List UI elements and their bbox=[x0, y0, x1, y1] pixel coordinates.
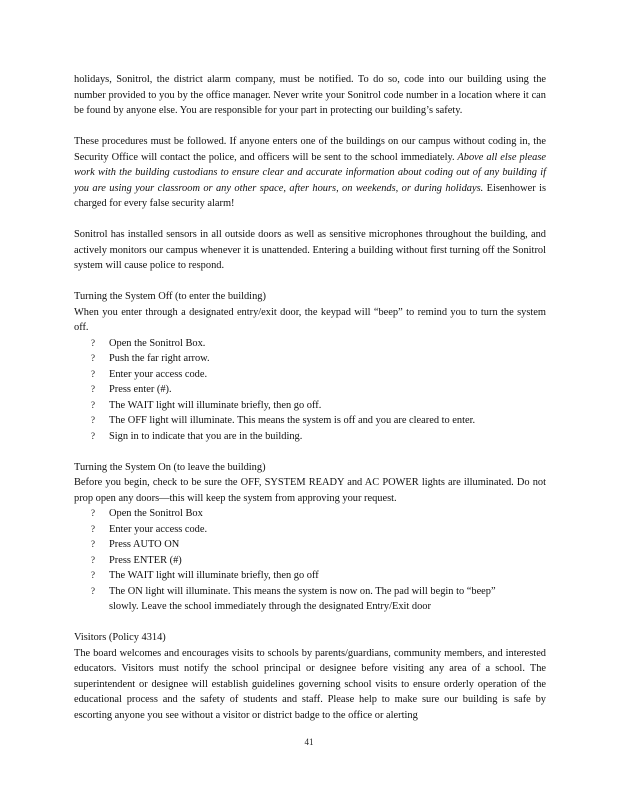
procedures-text: These procedures must be followed. If anyone enters one of the buildings on our campus without coding in, the Security Office will contact the police, and officers will be sent to the school immediately. bbox=[74, 136, 546, 163]
bullet-icon: ? bbox=[91, 570, 95, 580]
bullet-icon: ? bbox=[91, 430, 95, 441]
bullet-icon: ? bbox=[91, 585, 95, 596]
list-item: ? Enter your access code. bbox=[74, 522, 546, 538]
document-page bbox=[74, 72, 546, 723]
list-item: ? Press ENTER (#) bbox=[74, 553, 546, 569]
paragraph-procedures bbox=[74, 134, 546, 212]
list-item: ? Open the Sonitrol Box. bbox=[74, 336, 546, 352]
list-item: ? Press enter (#). bbox=[74, 382, 546, 398]
bullet-icon: ? bbox=[91, 508, 95, 518]
false-alarm-text: Eisenhower is charged for every false security alarm! bbox=[74, 182, 546, 209]
bullet-icon: ? bbox=[91, 368, 95, 379]
bullet-icon: ? bbox=[91, 399, 95, 410]
bullet-icon: ? bbox=[91, 554, 95, 565]
list-item: ? The OFF light will illuminate. This means the system is off and you are cleared to enter. bbox=[74, 413, 546, 429]
list-item: ? The ON light will illuminate. This means the system is now on. The pad will begin to “beep” slowly. Leave the school immediately through the designated Entry/Exit door bbox=[91, 585, 496, 612]
bullet-icon: ? bbox=[91, 384, 95, 394]
list-item: ? Push the far right arrow. bbox=[74, 351, 546, 367]
bullet-icon: ? bbox=[91, 353, 95, 363]
list-item: ? Open the Sonitrol Box bbox=[74, 506, 546, 522]
list-item: ? Sign in to indicate that you are in the building. bbox=[74, 429, 546, 445]
heading-system-off: Turning the System Off (to enter the building) bbox=[74, 291, 266, 302]
bullet-icon: ? bbox=[91, 415, 95, 425]
steps-system-off bbox=[74, 336, 546, 445]
bullet-icon: ? bbox=[91, 523, 95, 534]
heading-system-on: Turning the System On (to leave the building) bbox=[74, 461, 266, 473]
heading-visitors: Visitors (Policy 4314) bbox=[74, 632, 166, 643]
bullet-icon: ? bbox=[91, 337, 95, 348]
list-item: ? Enter your access code. bbox=[74, 367, 546, 383]
list-item: ? The WAIT light will illuminate briefly, then go off. bbox=[74, 398, 546, 414]
list-item: ? The WAIT light will illuminate briefly, then go off bbox=[74, 568, 546, 584]
bullet-icon: ? bbox=[91, 539, 95, 549]
intro-system-on: Before you begin, check to be sure the OFF, SYSTEM READY and AC POWER lights are illuminated. Do not prop open any doors—this will keep the system from approving your request. bbox=[74, 477, 546, 504]
procedures-italic-text: Above all else please work with the building custodians to ensure clear and accurate information about coding out of any building if you are using your classroom or any other space, after hours, on weekends, or during holidays. bbox=[74, 151, 546, 194]
list-item: ? Press AUTO ON bbox=[74, 537, 546, 553]
intro-system-off: When you enter through a designated entry/exit door, the keypad will “beep” to remind you to turn the system off. bbox=[74, 306, 546, 333]
paragraph-sensors: Sonitrol has installed sensors in all outside doors as well as sensitive microphones throughout the building, and actively monitors our campus whenever it is unattended. Entering a building without first turning off the Sonitrol system will cause police to respond. bbox=[74, 229, 546, 271]
paragraph-sonitrol-holidays: holidays, Sonitrol, the district alarm company, must be notified. To do so, code into our building using the number provided to you by the office manager. Never write your Sonitrol code number in a location where it can be found by anyone else. You are responsible for your part in protecting our building’s safety. bbox=[74, 74, 546, 116]
paragraph-visitors: The board welcomes and encourages visits to schools by parents/guardians, community members, and interested educators. Visitors must notify the school principal or designee before visiting any area of a school. The superintendent or designee will establish guidelines governing school visits to ensure orderly operation of the educational process and the safety of students and staff. Please help to make sure our building is safe by escorting anyone you see without a visitor or district badge to the office or alerting bbox=[74, 647, 546, 721]
steps-system-on bbox=[74, 506, 546, 615]
page-number: 41 bbox=[304, 737, 314, 747]
